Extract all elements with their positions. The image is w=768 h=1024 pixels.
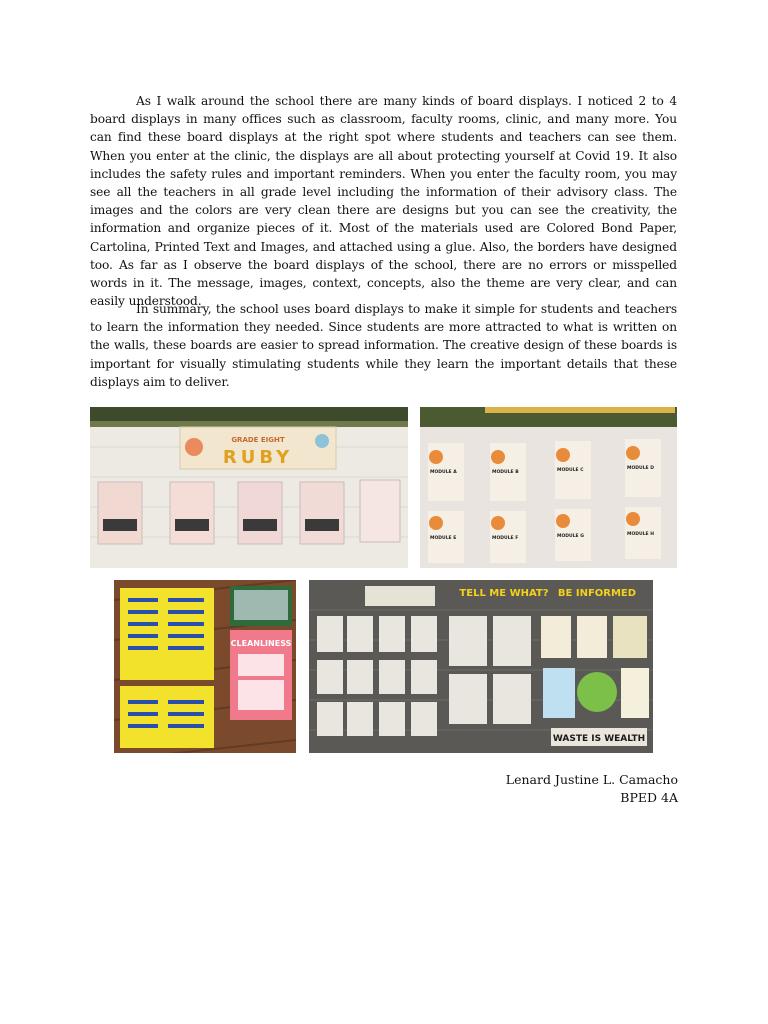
footer-banner-text: WASTE IS WEALTH [552,734,646,744]
faculty-board-illustration [114,580,296,753]
info-sheets [317,616,531,736]
photo-module-board [420,407,677,568]
banner-small-text: GRADE EIGHT [231,436,285,444]
module-label-a: MODULE A [430,470,457,475]
module-board-illustration [420,407,677,568]
photo-faculty-board [114,580,296,753]
heading-right-text: BE INFORMED [557,588,637,599]
body-paragraph-2: In summary, the school uses board displays to make it simple for students and teachers to learn the information they needed. Since students are more attracted to what is written on the walls, these boards are easier to spread information. The creative design of these boards is important for visually stimulating students while they learn the important details that these displays aim to deliver. [90,302,677,389]
photo-information-board [309,580,653,753]
heading-left-text: TELL ME WHAT? [459,588,549,599]
author-section: BPED 4A [620,790,678,805]
module-label-f: MODULE F [492,536,519,541]
classroom-board-illustration [90,407,408,568]
poster-title-text: CLEANLINESS [230,639,292,648]
module-label-h: MODULE H [627,532,654,537]
module-label-g: MODULE G [557,534,584,539]
module-label-e: MODULE E [430,536,457,541]
banner-large-text: RUBY [222,447,294,468]
body-paragraph-1: As I walk around the school there are many kinds of board displays. I noticed 2 to 4 board displays in many offices such as classroom, faculty rooms, clinic, and many more. You can find these board displays at the right spot where students and teachers can see them. When you enter at the clinic, the displays are all about protecting yourself at Covid 19. It also includes the safety rules and important reminders. When you enter the faculty room, you may see all the teachers in all grade level including the information of their advisory class. The images and the colors are very clean there are designs but you can see the creativity, the information and organize pieces of it. Most of the materials used are Colored Bond Paper, Cartolina, Printed Text and Images, and attached using a glue. Also, the borders have designed too. As far as I observe the board displays of the school, there are no errors or misspelled words in it. The message, images, context, concepts, also the theme are very clear, and can easily understood. [90,94,677,309]
information-board-illustration [309,580,653,753]
module-label-c: MODULE C [557,468,584,473]
module-label-d: MODULE D [627,466,654,471]
module-label-b: MODULE B [492,470,519,475]
author-name: Lenard Justine L. Camacho [505,772,678,787]
photo-classroom-board [90,407,408,568]
